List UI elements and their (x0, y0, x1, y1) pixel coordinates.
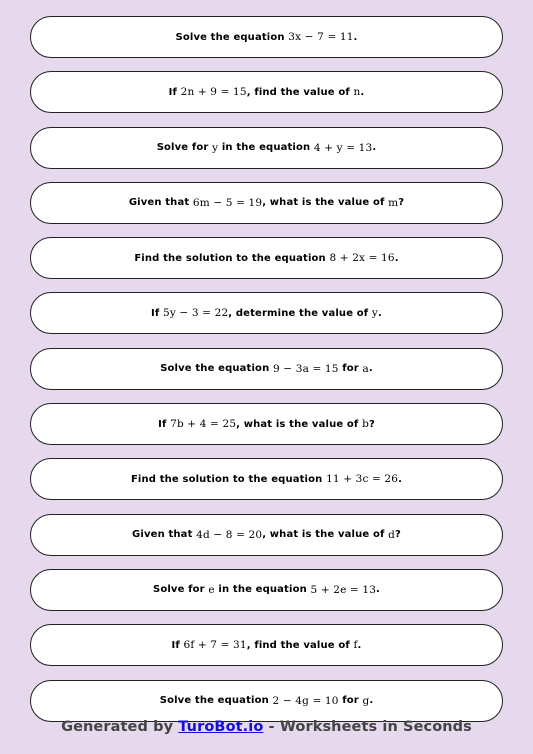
problem-card-3 (30, 127, 503, 169)
problem-card-9 (30, 458, 503, 500)
problem-text: Solve the equation (159, 695, 273, 707)
problem-text: . (398, 473, 403, 485)
problem-text: Solve for (152, 584, 209, 596)
problem-card-5 (30, 237, 503, 279)
problem-text: If (158, 418, 171, 430)
problem-text: , find the value of (246, 639, 354, 651)
problem-math: n (353, 86, 361, 99)
problem-text: for (338, 363, 363, 375)
problem-card-12 (30, 624, 503, 666)
footer-prefix: Generated by (61, 719, 179, 735)
problem-text: ? (398, 197, 405, 209)
problem-math: b (362, 418, 369, 431)
problem-text: Find the solution to the equation (134, 252, 330, 264)
problem-text: If (168, 86, 181, 98)
footer (0, 719, 533, 735)
turobot-link[interactable]: TuroBot.io (178, 719, 264, 735)
problem-text: , what is the value of (236, 418, 363, 430)
problem-math: 3x − 7 = 11 (288, 31, 354, 43)
problem-text: . (357, 639, 362, 651)
problem-math: 11 + 3c = 26 (326, 473, 399, 486)
problem-text: for (338, 695, 363, 707)
problem-text: If (171, 639, 184, 651)
problem-text: . (378, 307, 382, 319)
problem-text: Solve the equation (160, 363, 273, 375)
problem-math: 5y − 3 = 22 (163, 307, 229, 320)
problem-text: ? (394, 529, 401, 541)
problem-text: in the equation (214, 584, 311, 596)
problem-card-8 (30, 403, 503, 445)
problem-math: 6m − 5 = 19 (192, 196, 263, 209)
problem-text: , determine the value of (228, 307, 372, 319)
problem-text: Given that (132, 529, 197, 541)
problem-math: 2n + 9 = 15 (180, 86, 247, 99)
problem-math: 4d − 8 = 20 (196, 528, 263, 541)
footer-suffix: - Worksheets in Seconds (263, 719, 472, 735)
problem-math: 6f + 7 = 31 (183, 639, 247, 652)
problem-math: f (353, 639, 358, 652)
problem-text: ? (368, 418, 375, 430)
problem-text: Find the solution to the equation (130, 473, 327, 485)
problem-text: Solve the equation (175, 31, 289, 43)
problem-card-13 (30, 680, 503, 722)
problem-text: . (369, 695, 374, 707)
problem-math: y (371, 307, 379, 320)
problem-text: If (151, 307, 164, 319)
problem-text: . (376, 584, 380, 596)
problem-math: m (388, 196, 399, 209)
problem-card-1 (30, 16, 503, 58)
problem-math: 5 + 2e = 13 (310, 583, 377, 596)
problem-card-2 (30, 71, 503, 113)
problem-text: . (353, 31, 358, 43)
problem-text: . (394, 252, 399, 264)
problem-text: , what is the value of (262, 197, 389, 209)
problem-text: in the equation (218, 142, 314, 154)
problem-card-10 (30, 514, 503, 556)
problem-math: a (362, 362, 369, 375)
problem-math: 4 + y = 13 (313, 141, 373, 154)
problem-text: . (360, 86, 365, 98)
problem-math: d (388, 528, 395, 541)
problem-text: . (372, 142, 377, 154)
problem-card-4 (30, 182, 503, 224)
problem-math: y (212, 141, 219, 154)
problem-math: 7b + 4 = 25 (170, 418, 237, 431)
problem-card-11 (30, 569, 503, 611)
problem-math: e (208, 583, 215, 596)
problem-math: 9 − 3a = 15 (272, 362, 339, 375)
problem-math: 2 − 4g = 10 (272, 694, 339, 707)
problem-card-7 (30, 348, 503, 390)
problem-text: , find the value of (246, 86, 354, 98)
problem-list (30, 16, 503, 735)
problem-text: Given that (128, 197, 193, 209)
problem-card-6 (30, 292, 503, 334)
problem-math: g (362, 694, 370, 707)
problem-text: . (368, 363, 373, 375)
problem-text: Solve for (156, 142, 213, 154)
problem-text: , what is the value of (262, 529, 389, 541)
problem-math: 8 + 2x = 16 (329, 252, 395, 265)
